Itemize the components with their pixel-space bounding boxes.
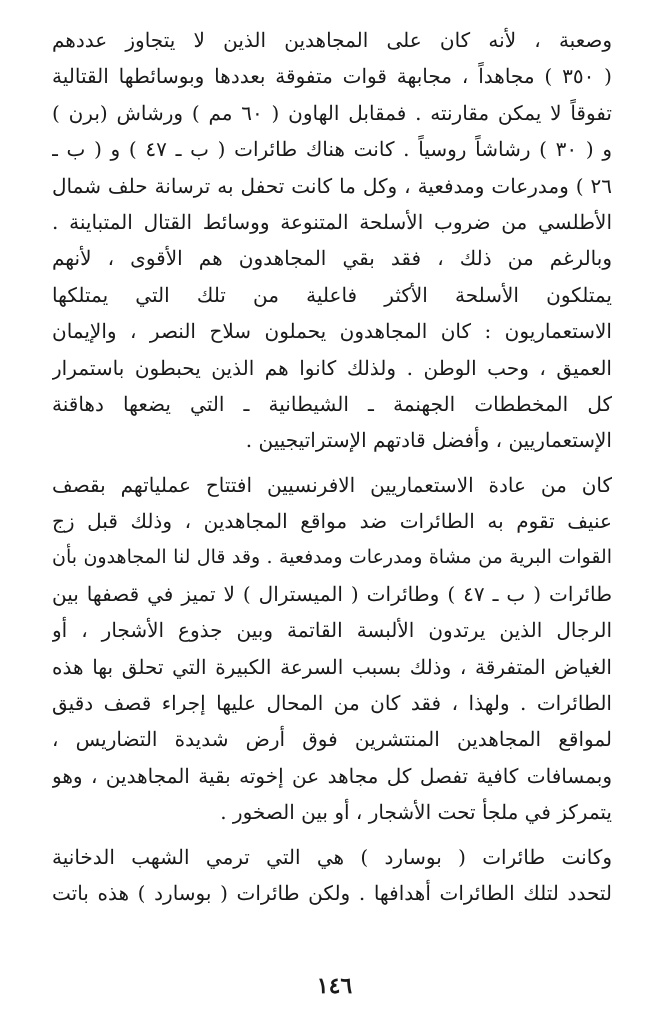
paragraph-3	[52, 839, 612, 912]
text-line: الطائرات . ولهذا ، فقد كان من المحال عليها إجراء قصف دقيق	[52, 691, 612, 716]
page-body	[52, 22, 612, 911]
page-number: ١٤٦	[316, 973, 353, 999]
text-line: يمتلكون الأسلحة الأكثر فاعلية من تلك التي يمتلكها	[52, 282, 612, 307]
text-line: القوات البرية من مشاة ومدرعات ومدفعية . وقد قال لنا المجاهدون بأن	[52, 546, 612, 569]
text-line: الاستعماريون : كان المجاهدون يحملون سلاح النصر ، والإيمان	[52, 319, 612, 344]
text-line: الأطلسي من ضروب الأسلحة المتنوعة ووسائط القتال المتباينة .	[52, 209, 612, 234]
text-line: وبمسافات كافية تفصل كل مجاهد عن إخوته بقية المجاهدين ، وهو	[52, 763, 612, 788]
text-line: الإستعماريين ، وأفضل قادتهم الإستراتيجيين .	[245, 428, 612, 453]
text-line: لتحدد لتلك الطائرات أهدافها . ولكن طائرات ( بوسارد ) هذه باتت	[52, 880, 612, 905]
text-line: يتمركز في ملجأ تحت الأشجار ، أو بين الصخور .	[220, 800, 612, 825]
text-line: عنيف تقوم به الطائرات ضد مواقع المجاهدين ، وذلك قبل زج	[52, 509, 612, 534]
text-line: الرجال الذين يرتدون الألبسة القاتمة وبين جذوع الأشجار ، أو	[52, 618, 612, 643]
text-line: و ( ٣٠ ) رشاشاً روسياً . كانت هناك طائرات ( ب ـ ٤٧ ) و ( ب ـ	[52, 137, 612, 162]
text-line: وصعبة ، لأنه كان على المجاهدين الذين لا يتجاوز عددهم	[52, 28, 612, 52]
paragraph-2	[52, 467, 612, 831]
text-line: ٢٦ ) ومدرعات ومدفعية ، وكل ما كانت تحفل به ترسانة حلف شمال	[52, 173, 612, 198]
text-line: العميق ، وحب الوطن . ولذلك كانوا هم الذين يحبطون باستمرار	[52, 355, 612, 380]
text-line: لمواقع المجاهدين المنتشرين فوق أرض شديدة التضاريس ،	[52, 727, 612, 752]
text-line: كان من عادة الاستعماريين الافرنسيين افتتاح عملياتهم بقصف	[52, 472, 612, 497]
text-line: كل المخططات الجهنمة ـ الشيطانية ـ التي يضعها دهاقنة	[52, 391, 612, 416]
text-line: ( ٣٥٠ ) مجاهداً ، مجابهة قوات متفوقة بعددها وبوسائطها القتالية	[52, 64, 612, 89]
text-line: تفوقاً لا يمكن مقارنته . فمقابل الهاون ( ٦٠ مم ) ورشاش (برن )	[52, 100, 612, 125]
paragraph-1	[52, 22, 612, 459]
text-line: وبالرغم من ذلك ، فقد بقي المجاهدون هم الأقوى ، لأنهم	[52, 246, 612, 271]
text-line: وكانت طائرات ( بوسارد ) هي التي ترمي الشهب الدخانية	[52, 844, 612, 869]
text-line: طائرات ( ب ـ ٤٧ ) وطائرات ( الميسترال ) لا تميز في قصفها بين	[52, 581, 612, 606]
text-line: الغياض المتفرقة ، وذلك بسبب السرعة الكبيرة التي تحلق بها هذه	[52, 654, 612, 679]
